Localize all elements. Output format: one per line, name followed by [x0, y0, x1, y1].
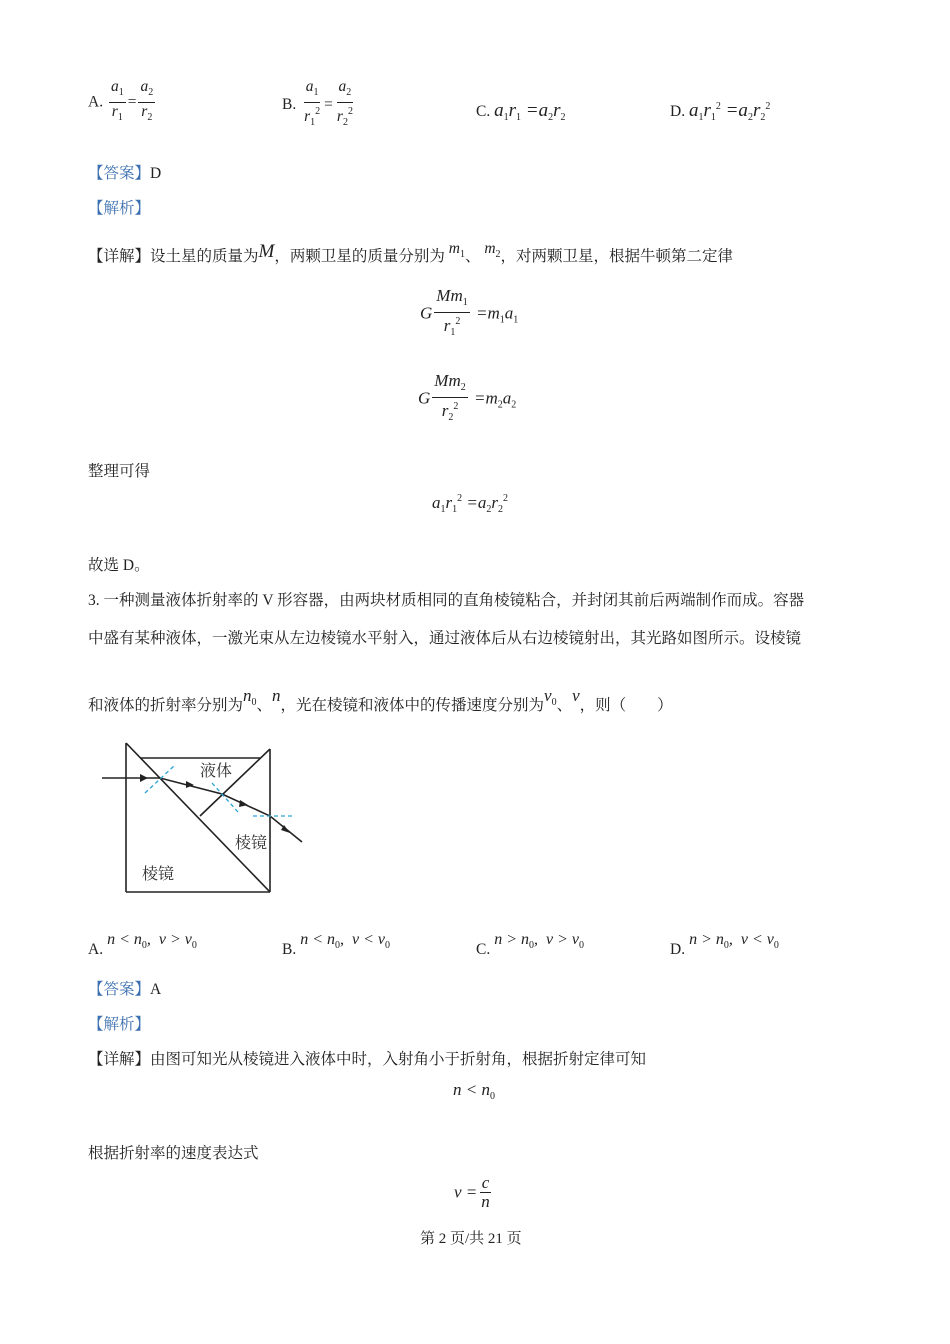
numerator: c — [481, 1173, 490, 1192]
option-label: D. — [670, 941, 686, 958]
fraction: $\frac{a_1}{r_1}$ — [110, 78, 124, 123]
math-n: n — [272, 686, 281, 705]
option-label: D. — [670, 103, 686, 120]
q3-line2: 中盛有某种液体，一激光束从左边棱镜水平射入，通过液体后从右边棱镜射出，其光路如图所示。设棱镜 — [88, 630, 802, 647]
q2-tidy: 整理可得 — [88, 463, 151, 480]
q3-analysis-tag: 【解析】 — [88, 1016, 151, 1033]
math: n — [481, 1080, 490, 1099]
q3-line3: 和液体的折射率分别为$n_0$、n，光在棱镜和液体中的传播速度分别为$v_0$、v，则（ ） — [88, 686, 673, 714]
math-v: v — [572, 686, 580, 705]
denominator: n — [481, 1192, 490, 1211]
answer-value: D — [150, 165, 162, 182]
equation-1: G $\frac{Mm_1}{r_1^2}$ $=m_1a_1$ — [420, 286, 519, 338]
answer-value: A — [150, 981, 162, 998]
option-a: A. $\frac{a_1}{r_1}$ = $\frac{a_2}{r_2}$ — [88, 78, 157, 127]
q3-option-c: $C.n > n_0$, $v > v_0$ — [476, 931, 585, 958]
option-label: B. — [282, 941, 297, 958]
option-b: B. $\frac{a_1}{r_1^2}$ = $\frac{a_2}{r_2^2}$ — [282, 78, 357, 132]
fraction: $\frac{a_2}{r_2}$ — [140, 78, 154, 123]
label-liquid: 液体 — [200, 761, 233, 780]
option-label: A. — [88, 93, 104, 111]
option-label: A. — [88, 941, 104, 958]
math: = — [465, 1182, 478, 1202]
option-label: C. — [476, 103, 491, 120]
arrow-icon — [140, 774, 148, 782]
label-prism-left: 棱镜 — [142, 864, 175, 883]
option-c: C. $a_1r_1 =a_2r_2$ — [476, 100, 566, 123]
normal-line-2 — [212, 783, 238, 812]
option-label: C. — [476, 941, 491, 958]
relation: < — [461, 1080, 482, 1099]
relation: > — [701, 931, 712, 948]
arrow-icons — [140, 774, 290, 833]
relation: > — [506, 931, 518, 948]
text: 由图可知光从棱镜进入液体中时，入射角小于折射角，根据折射定律可知 — [150, 1051, 647, 1068]
equation-4: $n < n_0$ — [453, 1080, 495, 1102]
equation-2: G $\frac{Mm_2}{r_2^2}$ $=m_2a_2$ — [418, 371, 517, 423]
text: 设土星的质量为 — [150, 248, 259, 265]
relation: < — [751, 931, 763, 948]
math-M: M — [258, 241, 275, 262]
relation: > — [169, 931, 181, 948]
right-prism-hypotenuse — [200, 749, 270, 816]
math: n — [453, 1080, 462, 1099]
option-d: D. $a_1r_1^2 =a_2r_2^2$ — [670, 100, 771, 123]
relation: > — [557, 931, 568, 948]
option-label: B. — [282, 96, 297, 113]
q2-detail: 【详解】设土星的质量为M，两颗卫星的质量分别为 $m_1$、 $m_2$，对两颗卫星，根据牛顿第二定律 — [88, 240, 734, 265]
text: ，对两颗卫星，根据牛顿第二定律 — [500, 248, 734, 265]
page-footer: 第 2 页/共 21 页 — [420, 1231, 522, 1247]
fraction: $\frac{a_1}{r_1^2}$ — [304, 78, 321, 128]
text: ，光在棱镜和液体中的传播速度分别为 — [280, 697, 545, 714]
relation: < — [312, 931, 324, 948]
equation-3: $a_1r_1^2 =a_2r_2^2$ — [432, 493, 508, 515]
separator: 、 — [556, 697, 573, 714]
detail-tag: 【详解】 — [88, 248, 151, 265]
q3-line1: 3. 一种测量液体折射率的 V 形容器，由两块材质相同的直角棱镜粘合，并封闭其前后两端制作而成。容器 — [88, 592, 805, 609]
light-ray — [102, 778, 302, 842]
q3-answer — [88, 977, 161, 999]
text: 和液体的折射率分别为 — [88, 697, 244, 714]
separator: 、 — [464, 248, 481, 265]
q3-option-b: $B.n < n_0$, $v < v_0$ — [282, 931, 391, 958]
answer-tag: 【答案】 — [88, 981, 151, 998]
label-prism-right: 棱镜 — [235, 833, 268, 852]
q3-option-d: $D.n > n_0$, $v < v_0$ — [670, 931, 779, 958]
q3-option-a: $A.n < n_0$, $v > v_0$ — [88, 931, 197, 958]
answer-tag: 【答案】 — [88, 165, 151, 182]
separator: 、 — [256, 697, 273, 714]
relation: < — [363, 931, 374, 948]
equation-5 — [454, 1174, 494, 1211]
text: ，则（ ） — [579, 697, 673, 714]
fraction: $\frac{a_2}{r_2^2}$ — [336, 78, 353, 128]
q2-conclusion: 故选 D。 — [88, 557, 150, 574]
text: ，两颗卫星的质量分别为 — [274, 248, 445, 265]
math: v — [454, 1182, 462, 1202]
q3-detail — [88, 1047, 646, 1069]
detail-tag: 【详解】 — [88, 1051, 151, 1068]
q3-speed-text: 根据折射率的速度表达式 — [88, 1145, 259, 1162]
q2-analysis-tag: 【解析】 — [88, 200, 151, 217]
relation: < — [119, 931, 130, 948]
